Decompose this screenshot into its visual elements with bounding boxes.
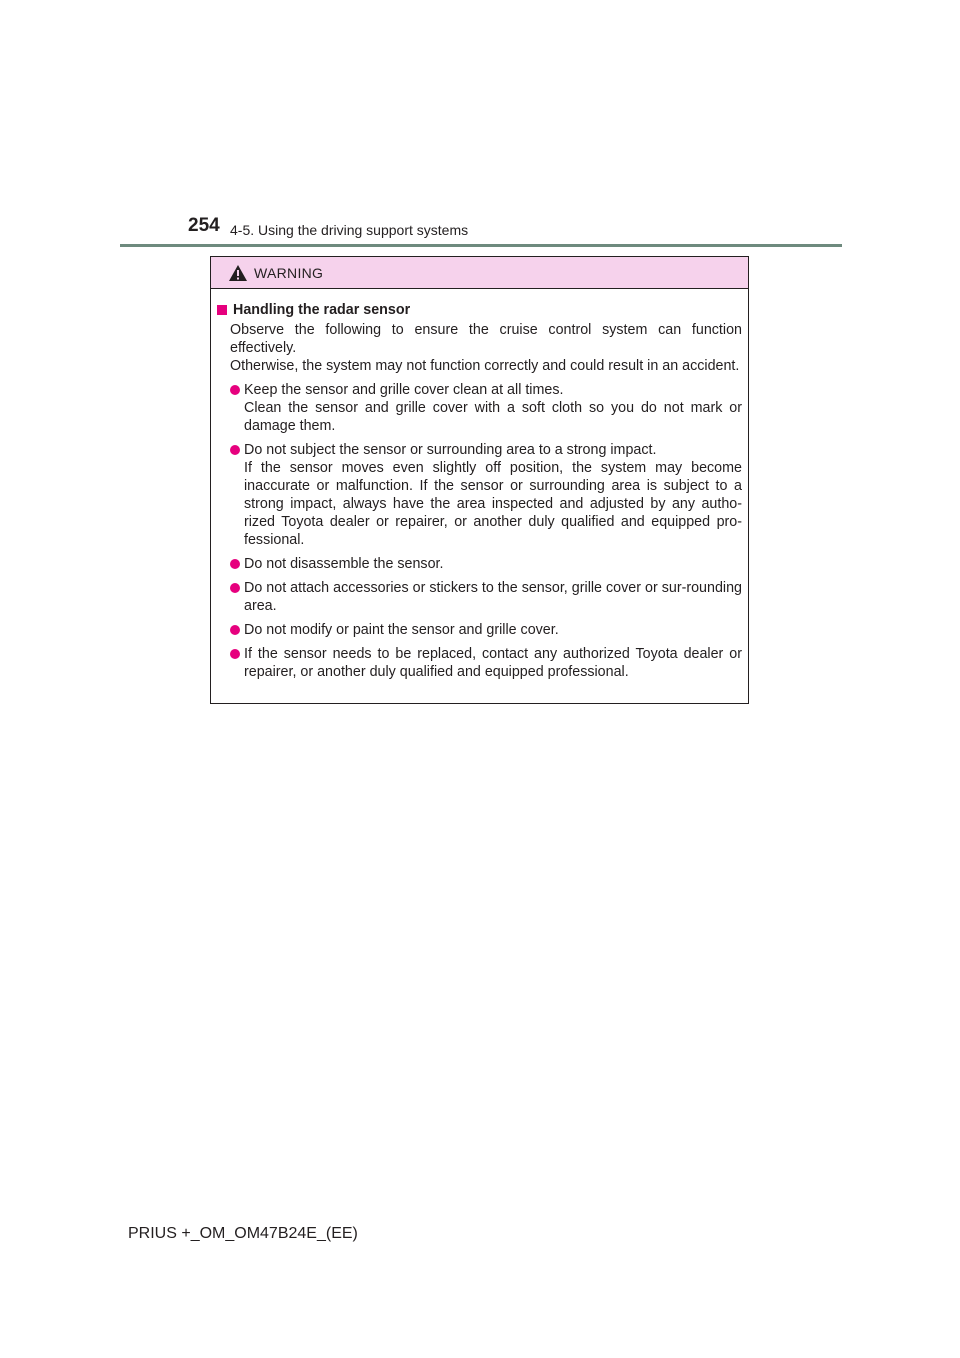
list-item-text: If the sensor needs to be replaced, contact any authorized Toyota dealer or repairer, or another duly qualified and equipped professional. [244,646,742,680]
round-bullet-icon [230,559,240,569]
warning-heading [217,301,742,319]
round-bullet-icon [230,625,240,635]
list-item-detail: If the sensor moves even slightly off position, the system may become inaccurate or malfunction. If the sensor or surrounding area is subject to a strong impact, always have the area inspected and adjusted by any autho-rized Toyota dealer or repairer, or another duly qualified and equipped pro-fessional. [244,460,742,548]
round-bullet-icon [230,649,240,659]
list-item [217,441,742,549]
page-number: 254 [188,215,220,236]
list-item [217,555,742,573]
list-item-text: Do not attach accessories or stickers to the sensor, grille cover or sur-rounding area. [244,580,742,614]
warning-heading-text: Handling the radar sensor [233,302,411,318]
round-bullet-icon [230,583,240,593]
warning-label: WARNING [254,264,324,281]
warning-box [210,256,749,704]
list-item-text: Do not modify or paint the sensor and grille cover. [244,622,559,638]
square-bullet-icon [217,305,227,315]
warning-triangle-icon [228,264,248,282]
list-item [217,381,742,435]
section-title: 4-5. Using the driving support systems [230,222,469,238]
list-item-text: Do not disassemble the sensor. [244,556,444,572]
intro-paragraph-2: Otherwise, the system may not function correctly and could result in an accident. [230,358,740,374]
list-item-text: Keep the sensor and grille cover clean at all times. [244,382,564,398]
header-rule [120,244,842,247]
list-item [217,579,742,615]
intro-paragraph-1: Observe the following to ensure the cruise control system can function effectively. [230,322,742,356]
list-item [217,621,742,639]
warning-body [211,289,748,681]
list-item [217,645,742,681]
footer-doc-id: PRIUS +_OM_OM47B24E_(EE) [128,1225,358,1242]
warning-header [211,257,748,289]
round-bullet-icon [230,385,240,395]
round-bullet-icon [230,445,240,455]
list-item-detail: Clean the sensor and grille cover with a soft cloth so you do not mark or damage them. [244,400,742,434]
list-item-text: Do not subject the sensor or surrounding area to a strong impact. [244,442,657,458]
